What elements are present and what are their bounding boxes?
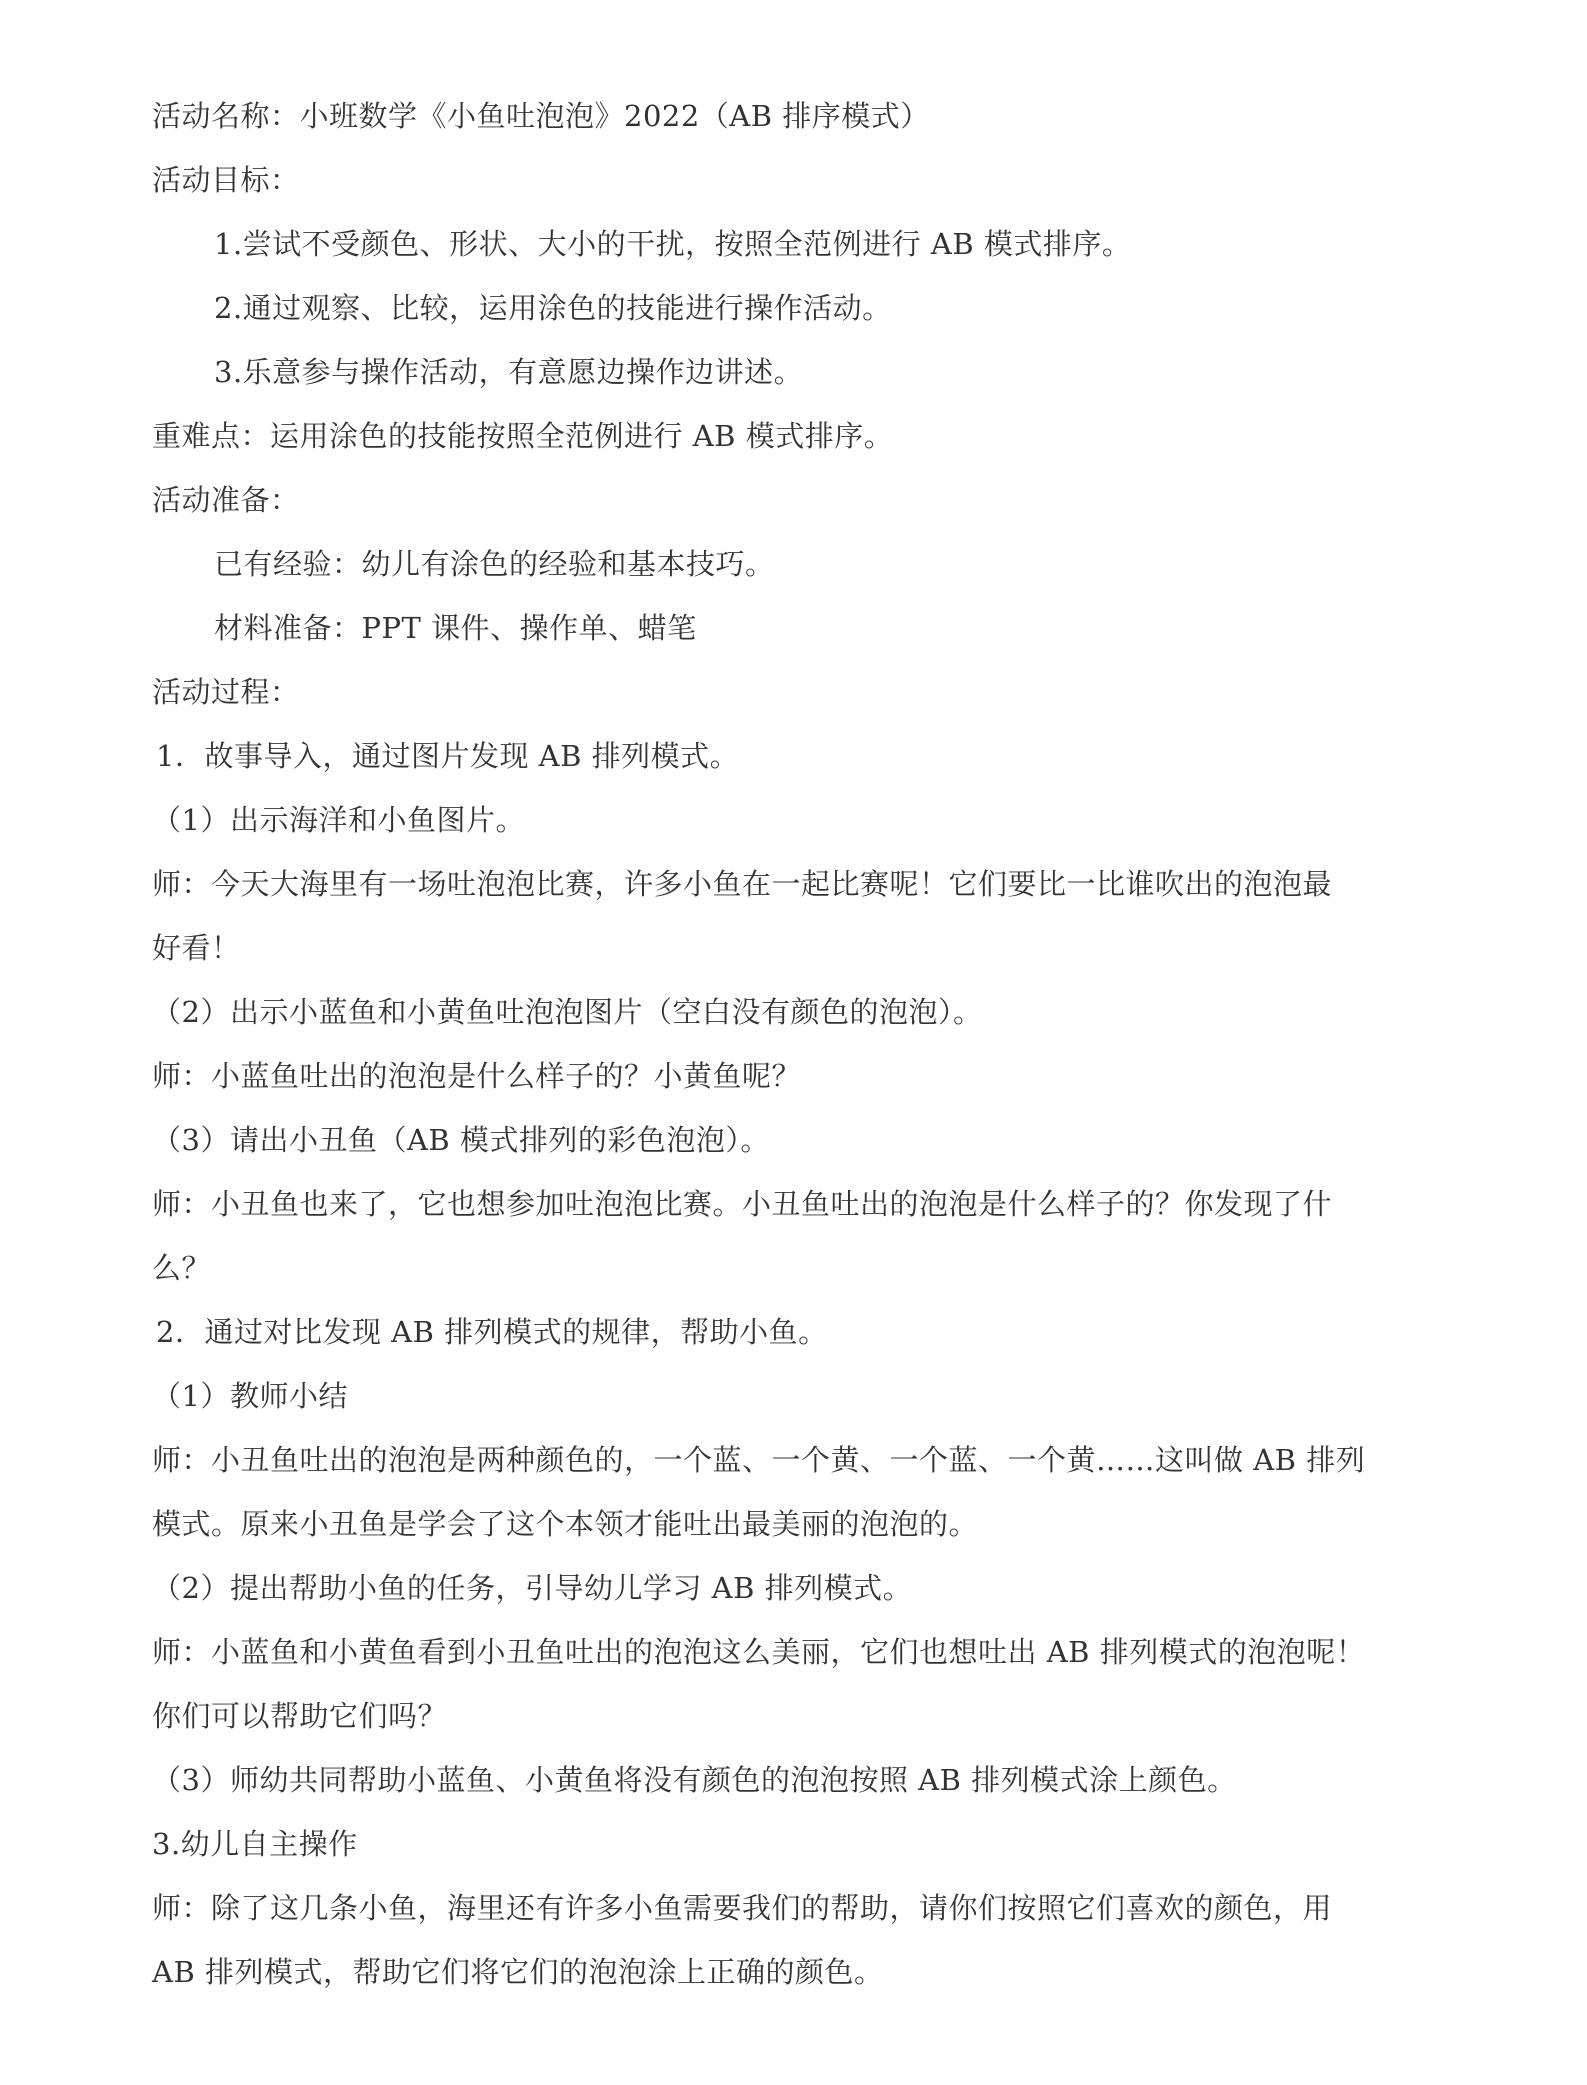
process-paragraph: 师：今天大海里有一场吐泡泡比赛，许多小鱼在一起比赛呢！它们要比一比谁吹出的泡泡最 [152,867,1333,901]
process-paragraph: 师：小蓝鱼吐出的泡泡是什么样子的？小黄鱼呢？ [152,1059,802,1093]
process-step: 1．故事导入，通过图片发现 AB 排列模式。 [156,739,740,773]
process-paragraph: 好看！ [152,931,241,965]
process-substep: （3）请出小丑鱼（AB 模式排列的彩色泡泡）。 [152,1123,770,1157]
preparation-heading: 活动准备： [152,483,300,517]
process-paragraph: 模式。原来小丑鱼是学会了这个本领才能吐出最美丽的泡泡的。 [152,1507,979,1541]
preparation-item: 已有经验：幼儿有涂色的经验和基本技巧。 [214,547,775,581]
process-step: 3.幼儿自主操作 [152,1827,358,1861]
process-substep: （2）出示小蓝鱼和小黄鱼吐泡泡图片（空白没有颜色的泡泡）。 [152,995,983,1029]
goal-item: 1.尝试不受颜色、形状、大小的干扰，按照全范例进行 AB 模式排序。 [214,227,1132,261]
process-paragraph: 你们可以帮助它们吗？ [152,1699,448,1733]
process-paragraph: AB 排列模式，帮助它们将它们的泡泡涂上正确的颜色。 [152,1955,884,1989]
process-substep: （1）出示海洋和小鱼图片。 [152,803,525,837]
goal-item: 3.乐意参与操作活动，有意愿边操作边讲述。 [214,355,804,389]
process-paragraph: 师：小蓝鱼和小黄鱼看到小丑鱼吐出的泡泡这么美丽，它们也想吐出 AB 排列模式的泡泡呢！ [152,1635,1366,1669]
goal-item: 2.通过观察、比较，运用涂色的技能进行操作活动。 [214,291,892,325]
activity-title: 活动名称：小班数学《小鱼吐泡泡》2022（AB 排序模式） [152,99,930,133]
process-substep: （3）师幼共同帮助小蓝鱼、小黄鱼将没有颜色的泡泡按照 AB 排列模式涂上颜色。 [152,1763,1237,1797]
process-paragraph: 么？ [152,1251,212,1285]
process-paragraph: 师：小丑鱼也来了，它也想参加吐泡泡比赛。小丑鱼吐出的泡泡是什么样子的？你发现了什 [152,1187,1333,1221]
process-paragraph: 师：除了这几条小鱼，海里还有许多小鱼需要我们的帮助，请你们按照它们喜欢的颜色，用 [152,1891,1333,1925]
process-heading: 活动过程： [152,675,300,709]
process-substep: （2）提出帮助小鱼的任务，引导幼儿学习 AB 排列模式。 [152,1571,913,1605]
goals-heading: 活动目标： [152,163,300,197]
process-step: 2．通过对比发现 AB 排列模式的规律，帮助小鱼。 [156,1315,828,1349]
process-paragraph: 师：小丑鱼吐出的泡泡是两种颜色的，一个蓝、一个黄、一个蓝、一个黄……这叫做 AB 排列 [152,1443,1366,1477]
process-substep: （1）教师小结 [152,1379,348,1413]
key-points: 重难点：运用涂色的技能按照全范例进行 AB 模式排序。 [152,419,894,453]
preparation-item: 材料准备：PPT 课件、操作单、蜡笔 [214,611,697,645]
